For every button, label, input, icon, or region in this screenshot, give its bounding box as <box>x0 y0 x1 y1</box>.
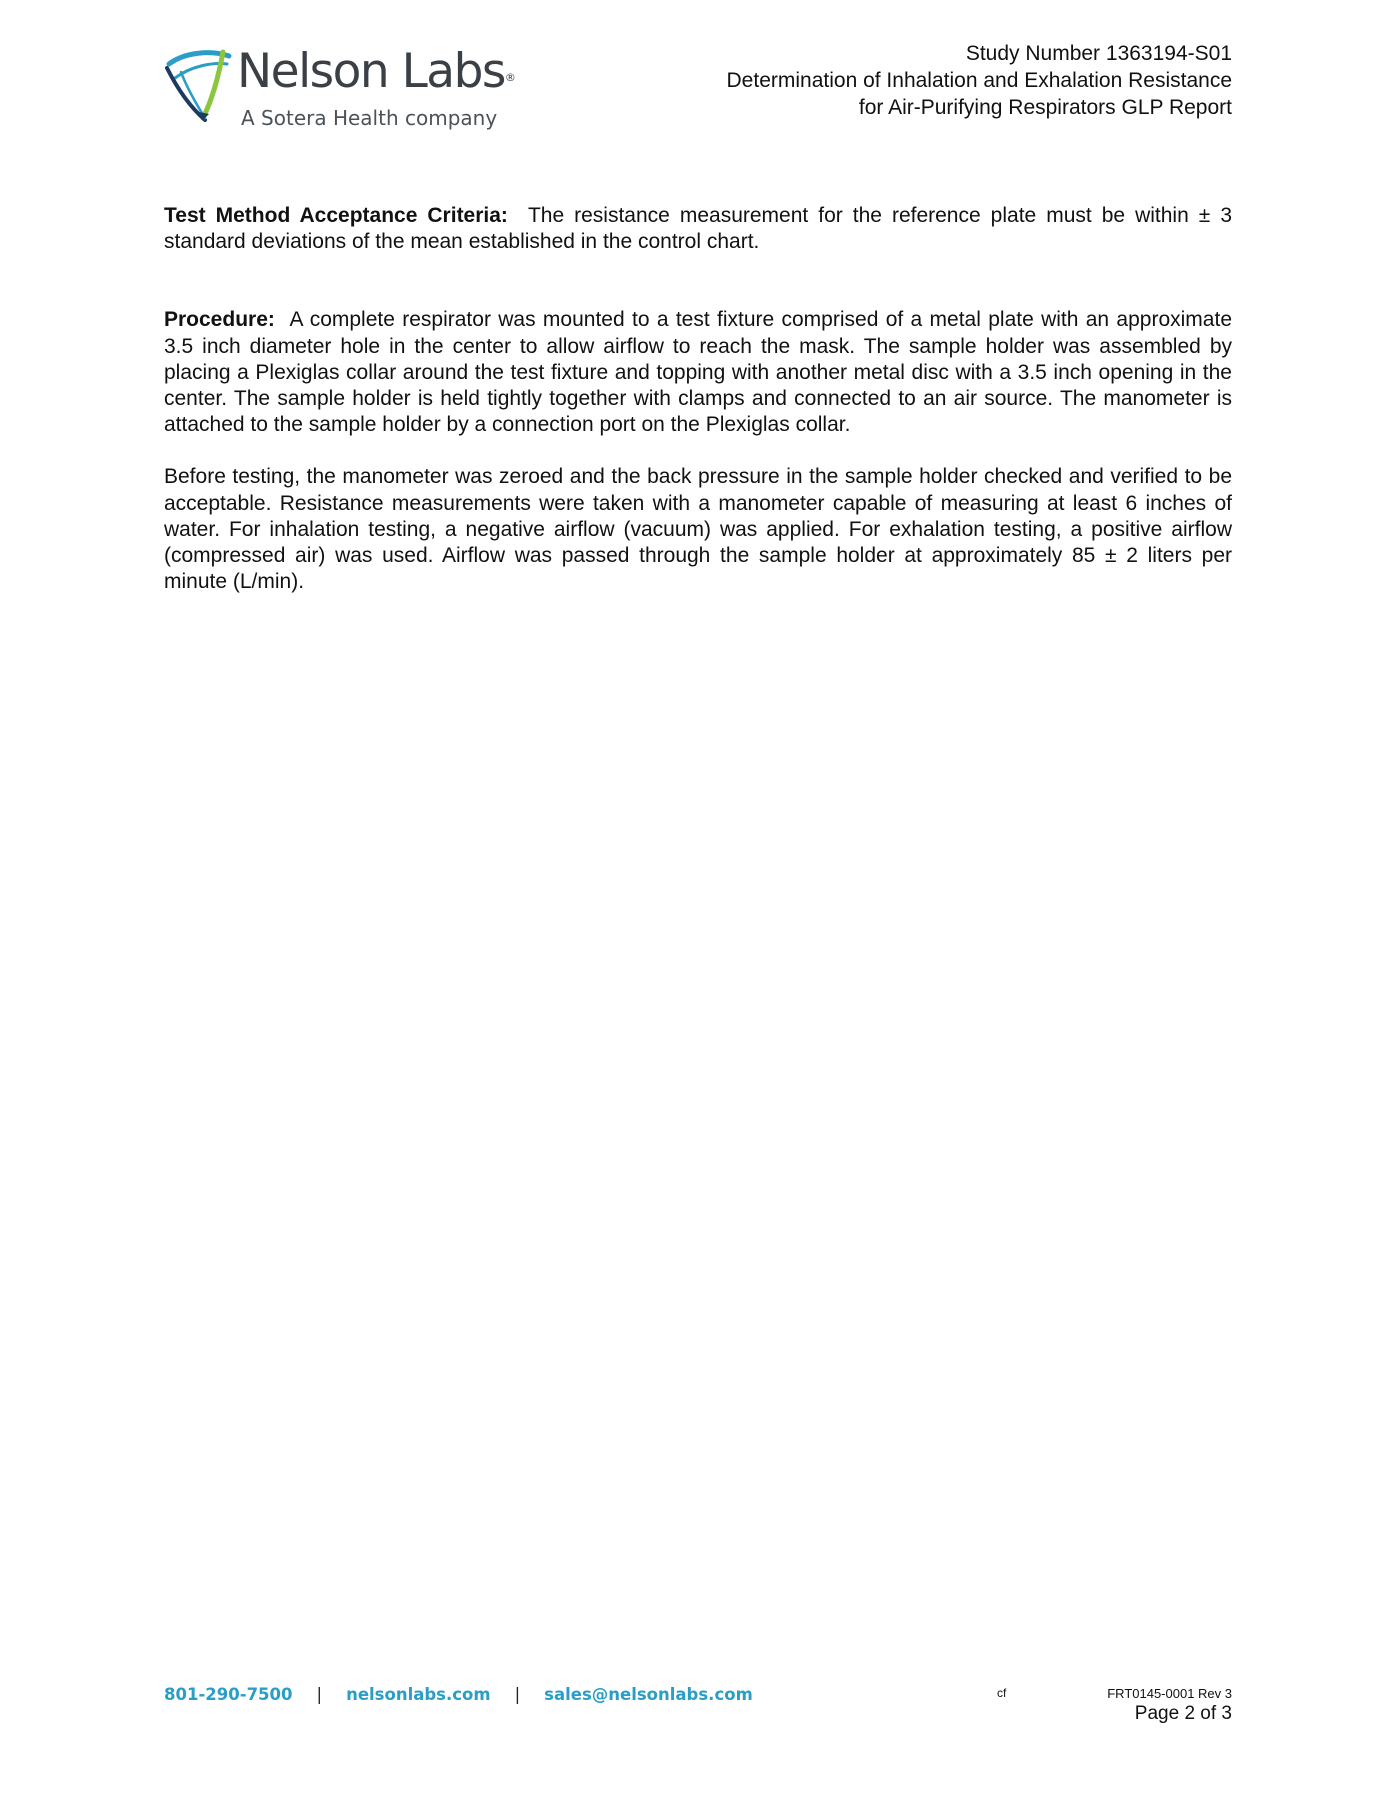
study-number: Study Number 1363194-S01 <box>965 42 1232 65</box>
procedure-text: A complete respirator was mounted to a test fixture comprised of a metal plate with an approximate 3.5 inch diameter hole in the center to allow airflow to reach the mask. The sample holder was assembled by placing a Plexiglas collar around the test fixture and topping with another metal disc with a 3.5 inch opening in the center. The sample holder is held tightly together with clamps and connected to an air source. The manometer is attached to the sample holder by a connection port on the Plexiglas collar. <box>164 308 1232 437</box>
report-title-line-1: Determination of Inhalation and Exhalation Resistance <box>726 69 1232 92</box>
procedure-label: Procedure: <box>164 308 275 332</box>
footer-contacts <box>164 1685 753 1704</box>
footer-initials: cf <box>997 1686 1007 1700</box>
report-header <box>727 40 1232 121</box>
logo-wordmark: Nelson Labs® <box>237 44 516 99</box>
nelson-labs-emblem-icon <box>163 48 235 124</box>
footer-separator: | <box>514 1685 521 1704</box>
procedure-paragraph <box>164 307 1232 438</box>
testing-paragraph: Before testing, the manometer was zeroed and the back pressure in the sample holder checked and verified to be acceptable. Resistance measurements were taken with a manometer capable of measuring at least 6 inches of water. For inhalation testing, a negative airflow (vacuum) was applied. For exhalation testing, a positive airflow (compressed air) was used. Airflow was passed through the sample holder at approximately 85 ± 2 liters per minute (L/min). <box>164 465 1232 594</box>
footer-email-link[interactable]: sales@nelsonlabs.com <box>544 1685 753 1704</box>
logo-tagline: A Sotera Health company <box>241 106 498 130</box>
page-number: Page 2 of 3 <box>1134 1703 1232 1724</box>
nelson-labs-logo <box>163 44 523 136</box>
footer-form-number: FRT0145-0001 Rev 3 <box>1107 1686 1232 1701</box>
report-body <box>164 203 1232 595</box>
acceptance-criteria-text: The resistance measurement for the reference plate must be within ± 3 standard deviations of the mean established in the control chart. <box>164 204 1232 254</box>
footer-phone[interactable]: 801-290-7500 <box>164 1685 293 1704</box>
acceptance-criteria-paragraph <box>164 203 1232 255</box>
report-title-line-2: for Air-Purifying Respirators GLP Report <box>858 96 1232 119</box>
footer-separator: | <box>316 1685 323 1704</box>
footer-website-link[interactable]: nelsonlabs.com <box>346 1685 491 1704</box>
acceptance-criteria-label: Test Method Acceptance Criteria: <box>164 204 508 227</box>
